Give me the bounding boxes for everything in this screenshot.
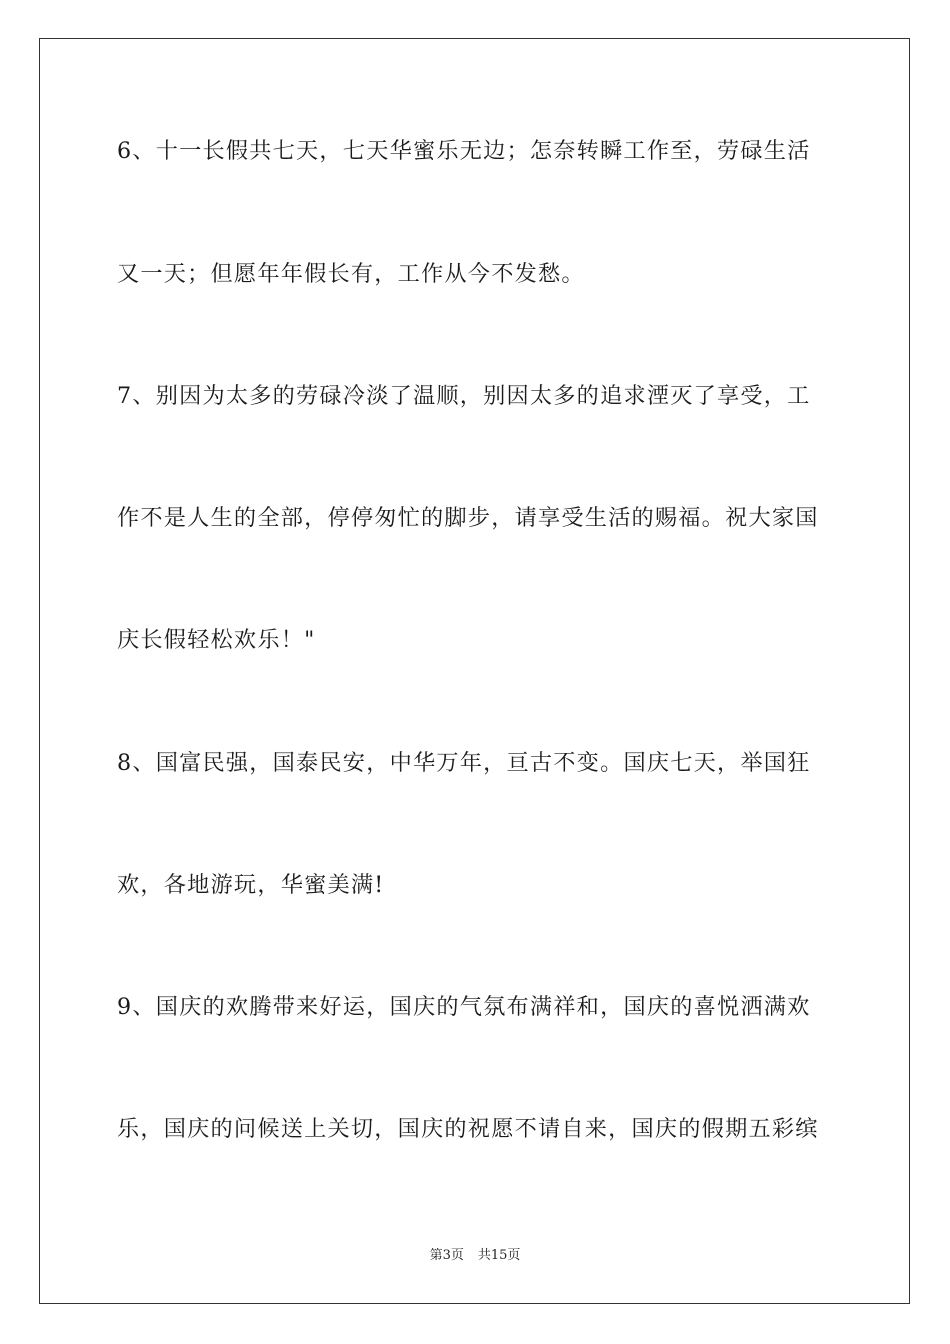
text-line-5: 庆长假轻松欢乐！" <box>117 627 316 653</box>
text-line-8: 9、国庆的欢腾带来好运，国庆的气氛布满祥和，国庆的喜悦洒满欢 <box>117 994 811 1020</box>
text-line-2: 又一天；但愿年年假长有，工作从今不发愁。 <box>117 261 585 287</box>
text-line-9: 乐，国庆的问候送上关切，国庆的祝愿不请自来，国庆的假期五彩缤 <box>117 1116 819 1142</box>
text-line-4: 作不是人生的全部，停停匆忙的脚步，请享受生活的赐福。祝大家国 <box>117 505 819 531</box>
page-total: 共15页 <box>477 1248 521 1263</box>
text-line-6: 8、国富民强，国泰民安，中华万年，亘古不变。国庆七天，举国狂 <box>117 750 811 776</box>
page-number: 第3页 <box>429 1248 464 1263</box>
page-footer <box>0 1246 950 1266</box>
text-line-7: 欢，各地游玩，华蜜美满! <box>117 872 385 898</box>
text-line-1: 6、十一长假共七天，七天华蜜乐无边；怎奈转瞬工作至，劳碌生活 <box>117 138 811 164</box>
text-line-3: 7、别因为太多的劳碌冷淡了温顺，别因太多的追求湮灭了享受，工 <box>117 383 811 409</box>
